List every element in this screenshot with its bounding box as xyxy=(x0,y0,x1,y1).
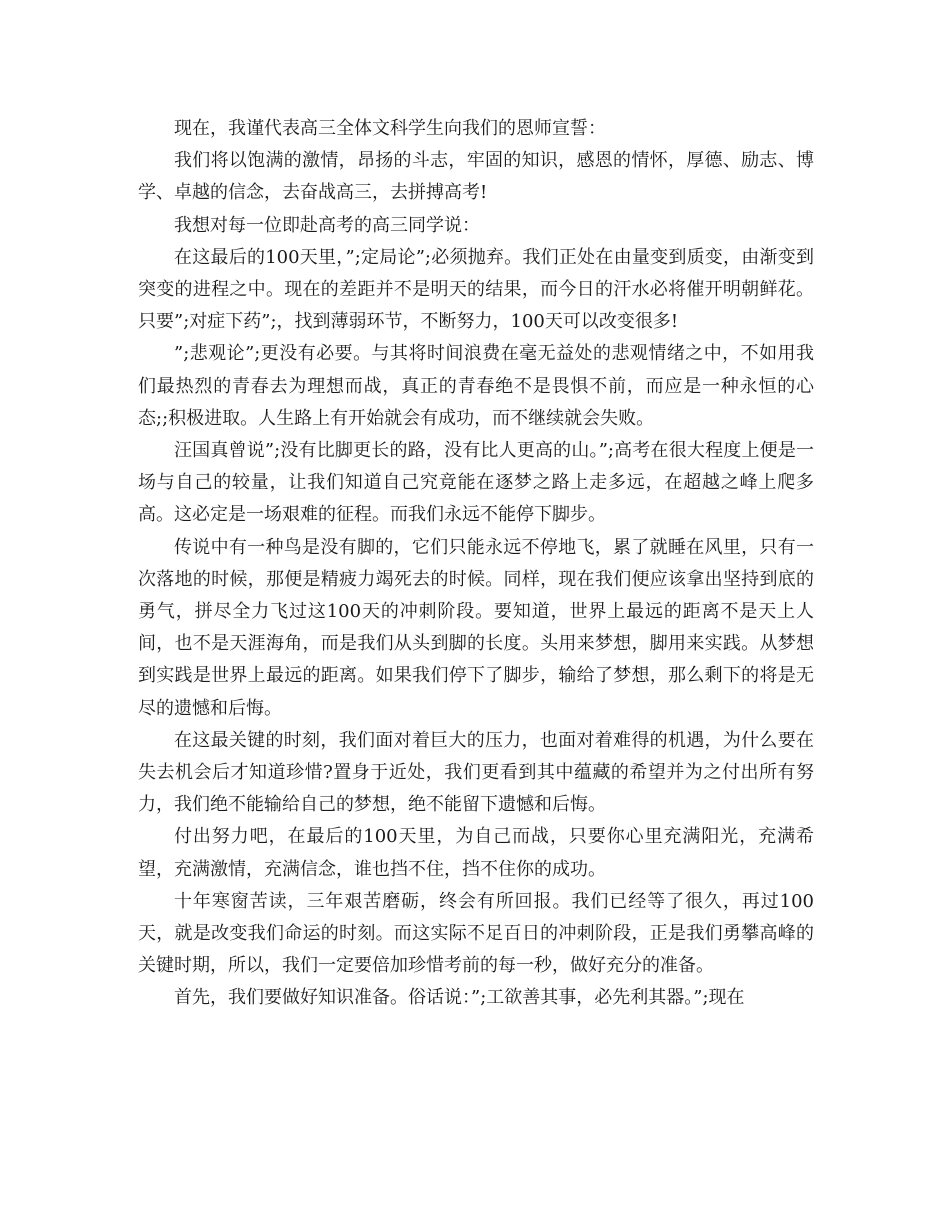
paragraph: 首先，我们要做好知识准备。俗话说：”;工欲善其事，必先利其器。”;现在 xyxy=(174,987,745,1009)
paragraph: 付出努力吧，在最后的100天里，为自己而战，只要你心里充满阳光，充满希望，充满激情，充满信念，谁也挡不住，挡不住你的成功。 xyxy=(138,826,814,880)
paragraph: ”;悲观论”;更没有必要。与其将时间浪费在毫无益处的悲观情绪之中，不如用我们最热烈的青春去为理想而战，真正的青春绝不是畏惧不前，而应是一种永恒的心态;;积极进取。人生路上有开始就会有成功，而不继续就会失败。 xyxy=(138,343,814,429)
paragraph: 现在，我谨代表高三全体文科学生向我们的恩师宣誓： xyxy=(174,118,606,139)
paragraph: 十年寒窗苦读，三年艰苦磨砺，终会有所回报。我们已经等了很久，再过100天，就是改变我们命运的时刻。而这实际不足百日的冲刺阶段，正是我们勇攀高峰的关键时期，所以，我们一定要倍加珍惜考前的每一秒，做好充分的准备。 xyxy=(138,890,814,977)
paragraph: 在这最后的100天里，”;定局论”;必须抛弃。我们正处在由量变到质变，由渐变到突变的进程之中。现在的差距并不是明天的结果，而今日的汗水必将催开明朝鲜花。只要”;对症下药”;，找到薄弱环节，不断努力，100天可以改变很多! xyxy=(138,246,814,333)
document-body xyxy=(138,113,814,1015)
paragraph: 我想对每一位即赴高考的高三同学说： xyxy=(174,214,480,236)
paragraph: 在这最关键的时刻，我们面对着巨大的压力，也面对着难得的机遇，为什么要在失去机会后才知道珍惜?置身于近处，我们更看到其中蕴藏的希望并为之付出所有努力，我们绝不能输给自己的梦想，绝不能留下遗憾和后悔。 xyxy=(138,729,814,816)
paragraph: 我们将以饱满的激情，昂扬的斗志，牢固的知识，感恩的情怀，厚德、励志、博学、卓越的信念，去奋战高三，去拼搏高考! xyxy=(138,150,814,204)
paragraph: 传说中有一种鸟是没有脚的，它们只能永远不停地飞，累了就睡在风里，只有一次落地的时候，那便是精疲力竭死去的时候。同样，现在我们便应该拿出坚持到底的勇气，拼尽全力飞过这100天的冲刺阶段。要知道，世界上最远的距离不是天上人间，也不是天涯海角，而是我们从头到脚的长度。头用来梦想，脚用来实践。从梦想到实践是世界上最远的距离。如果我们停下了脚步，输给了梦想，那么剩下的将是无尽的遗憾和后悔。 xyxy=(138,536,814,719)
paragraph: 汪国真曾说”;没有比脚更长的路，没有比人更高的山。”;高考在很大程度上便是一场与自己的较量，让我们知道自己究竟能在逐梦之路上走多远，在超越之峰上爬多高。这必定是一场艰难的征程。而我们永远不能停下脚步。 xyxy=(138,440,814,526)
